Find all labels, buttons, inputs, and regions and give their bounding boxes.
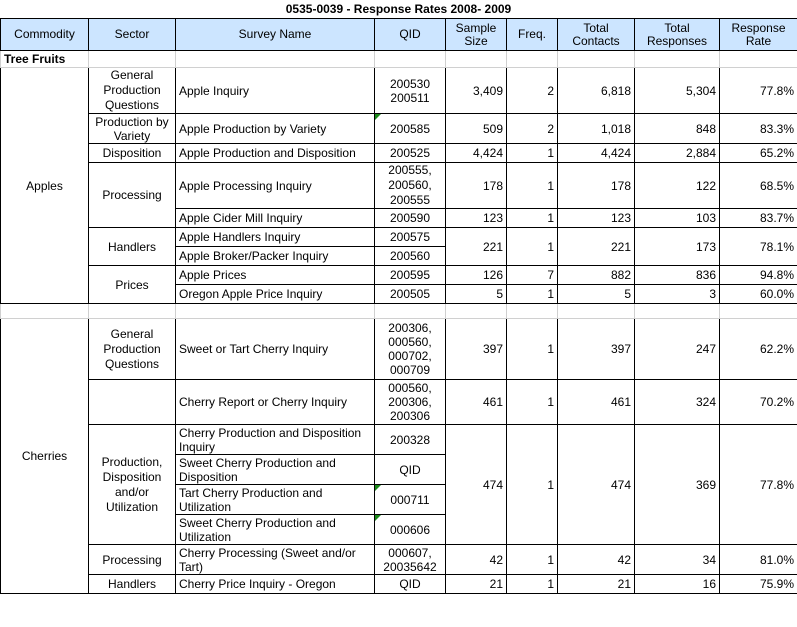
header-sector: Sector: [89, 19, 176, 51]
sample-size-cell: 42: [446, 545, 507, 575]
response-rate-cell: 83.7%: [720, 209, 797, 228]
total-responses-cell: 2,884: [635, 144, 720, 163]
total-responses-cell: 848: [635, 114, 720, 144]
sample-size-cell: 5: [446, 285, 507, 304]
sector-cell: Processing: [89, 545, 176, 575]
freq-cell: 1: [507, 380, 558, 425]
total-contacts-cell: 1,018: [558, 114, 635, 144]
response-rate-cell: 75.9%: [720, 575, 797, 594]
table-row: [1, 380, 797, 425]
response-rate-cell: 62.2%: [720, 319, 797, 380]
freq-cell: 2: [507, 114, 558, 144]
sample-size-cell: 221: [446, 228, 507, 266]
sample-size-cell: 509: [446, 114, 507, 144]
survey-name-cell: Apple Inquiry: [176, 68, 375, 114]
survey-name-cell: Apple Cider Mill Inquiry: [176, 209, 375, 228]
table-row: [1, 144, 797, 163]
total-responses-cell: 5,304: [635, 68, 720, 114]
table-title: 0535-0039 - Response Rates 2008- 2009: [285, 2, 512, 16]
header-commodity: Commodity: [1, 19, 89, 51]
freq-cell: 7: [507, 266, 558, 285]
total-responses-cell: 324: [635, 380, 720, 425]
total-responses-cell: 122: [635, 163, 720, 209]
freq-cell: 1: [507, 575, 558, 594]
total-contacts-cell: 461: [558, 380, 635, 425]
response-rate-cell: 83.3%: [720, 114, 797, 144]
sector-cell: Processing: [89, 163, 176, 228]
total-responses-cell: 3: [635, 285, 720, 304]
total-contacts-cell: 397: [558, 319, 635, 380]
spacer-row: [1, 304, 797, 319]
qid-cell: QID: [375, 575, 446, 594]
sector-cell: General Production Questions: [89, 319, 176, 380]
total-responses-cell: 369: [635, 425, 720, 545]
response-rate-cell: 60.0%: [720, 285, 797, 304]
sample-size-cell: 474: [446, 425, 507, 545]
survey-name-cell: Cherry Report or Cherry Inquiry: [176, 380, 375, 425]
header-qid: QID: [375, 19, 446, 51]
qid-cell: 200328: [375, 425, 446, 455]
sample-size-cell: 123: [446, 209, 507, 228]
freq-cell: 1: [507, 144, 558, 163]
survey-name-cell: Cherry Production and Disposition Inquiry: [176, 425, 375, 455]
response-rate-cell: 68.5%: [720, 163, 797, 209]
survey-name-cell: Sweet Cherry Production and Disposition: [176, 455, 375, 485]
response-rates-table: [0, 18, 797, 594]
survey-name-cell: Sweet Cherry Production and Utilization: [176, 515, 375, 545]
total-contacts-cell: 42: [558, 545, 635, 575]
sample-size-cell: 178: [446, 163, 507, 209]
qid-cell: 200306, 000560, 000702, 000709: [375, 319, 446, 380]
qid-cell: 000560, 200306, 200306: [375, 380, 446, 425]
freq-cell: 1: [507, 209, 558, 228]
survey-name-cell: Apple Production and Disposition: [176, 144, 375, 163]
header-total-contacts: Total Contacts: [558, 19, 635, 51]
freq-cell: 1: [507, 319, 558, 380]
table-row: [1, 68, 797, 114]
survey-name-cell: Sweet or Tart Cherry Inquiry: [176, 319, 375, 380]
section-row: [1, 51, 797, 68]
total-contacts-cell: 474: [558, 425, 635, 545]
total-responses-cell: 103: [635, 209, 720, 228]
total-contacts-cell: 123: [558, 209, 635, 228]
survey-name-cell: Apple Broker/Packer Inquiry: [176, 247, 375, 266]
total-responses-cell: 34: [635, 545, 720, 575]
survey-name-cell: Oregon Apple Price Inquiry: [176, 285, 375, 304]
sector-cell: Production, Disposition and/or Utilization: [89, 425, 176, 545]
response-rate-cell: 77.8%: [720, 68, 797, 114]
survey-name-cell: Cherry Processing (Sweet and/or Tart): [176, 545, 375, 575]
total-responses-cell: 173: [635, 228, 720, 266]
qid-cell: 200595: [375, 266, 446, 285]
qid-cell: 200590: [375, 209, 446, 228]
survey-name-cell: Tart Cherry Production and Utilization: [176, 485, 375, 515]
total-responses-cell: 16: [635, 575, 720, 594]
sector-cell: Handlers: [89, 575, 176, 594]
freq-cell: 1: [507, 545, 558, 575]
total-contacts-cell: 6,818: [558, 68, 635, 114]
qid-cell: 000607, 20035642: [375, 545, 446, 575]
freq-cell: 1: [507, 285, 558, 304]
comment-marker: [375, 515, 381, 521]
table-row: [1, 114, 797, 144]
sector-cell: Disposition: [89, 144, 176, 163]
total-contacts-cell: 221: [558, 228, 635, 266]
freq-cell: 1: [507, 425, 558, 545]
qid-cell: 000606: [375, 515, 446, 545]
commodity-apples: Apples: [1, 68, 89, 304]
freq-cell: 2: [507, 68, 558, 114]
sector-cell: Handlers: [89, 228, 176, 266]
table-row: [1, 545, 797, 575]
survey-name-cell: Apple Production by Variety: [176, 114, 375, 144]
response-rate-cell: 94.8%: [720, 266, 797, 285]
header-freq: Freq.: [507, 19, 558, 51]
survey-name-cell: Apple Prices: [176, 266, 375, 285]
response-rate-cell: 78.1%: [720, 228, 797, 266]
sector-cell: Production by Variety: [89, 114, 176, 144]
total-contacts-cell: 5: [558, 285, 635, 304]
qid-cell: 200585: [375, 114, 446, 144]
table-row: [1, 266, 797, 285]
total-contacts-cell: 21: [558, 575, 635, 594]
response-rate-cell: 65.2%: [720, 144, 797, 163]
sector-cell: Prices: [89, 266, 176, 304]
response-rate-cell: 81.0%: [720, 545, 797, 575]
comment-marker: [375, 114, 381, 120]
table-row: [1, 163, 797, 209]
sample-size-cell: 4,424: [446, 144, 507, 163]
freq-cell: 1: [507, 228, 558, 266]
sample-size-cell: 3,409: [446, 68, 507, 114]
qid-cell: 200505: [375, 285, 446, 304]
qid-cell: 200525: [375, 144, 446, 163]
sector-cell: General Production Questions: [89, 68, 176, 114]
qid-cell: 200575: [375, 228, 446, 247]
sample-size-cell: 21: [446, 575, 507, 594]
table-row: [1, 575, 797, 594]
survey-name-cell: Cherry Price Inquiry - Oregon: [176, 575, 375, 594]
comment-marker: [375, 485, 381, 491]
section-label: Tree Fruits: [1, 51, 89, 68]
table-row: [1, 228, 797, 247]
table-row: [1, 425, 797, 455]
header-sample-size: Sample Size: [446, 19, 507, 51]
freq-cell: 1: [507, 163, 558, 209]
header-survey-name: Survey Name: [176, 19, 375, 51]
qid-cell: 200530 200511: [375, 68, 446, 114]
total-contacts-cell: 882: [558, 266, 635, 285]
qid-cell: 200555, 200560, 200555: [375, 163, 446, 209]
table-row: [1, 319, 797, 380]
survey-name-cell: Apple Handlers Inquiry: [176, 228, 375, 247]
total-responses-cell: 836: [635, 266, 720, 285]
sample-size-cell: 126: [446, 266, 507, 285]
qid-cell: QID: [375, 455, 446, 485]
qid-cell: 000711: [375, 485, 446, 515]
header-response-rate: Response Rate: [720, 19, 797, 51]
sample-size-cell: 397: [446, 319, 507, 380]
sector-cell-continued: [89, 380, 176, 425]
response-rate-cell: 70.2%: [720, 380, 797, 425]
response-rate-cell: 77.8%: [720, 425, 797, 545]
header-total-responses: Total Responses: [635, 19, 720, 51]
total-contacts-cell: 4,424: [558, 144, 635, 163]
total-responses-cell: 247: [635, 319, 720, 380]
survey-name-cell: Apple Processing Inquiry: [176, 163, 375, 209]
qid-cell: 200560: [375, 247, 446, 266]
header-row: [1, 19, 797, 51]
commodity-cherries: Cherries: [1, 319, 89, 594]
total-contacts-cell: 178: [558, 163, 635, 209]
sample-size-cell: 461: [446, 380, 507, 425]
